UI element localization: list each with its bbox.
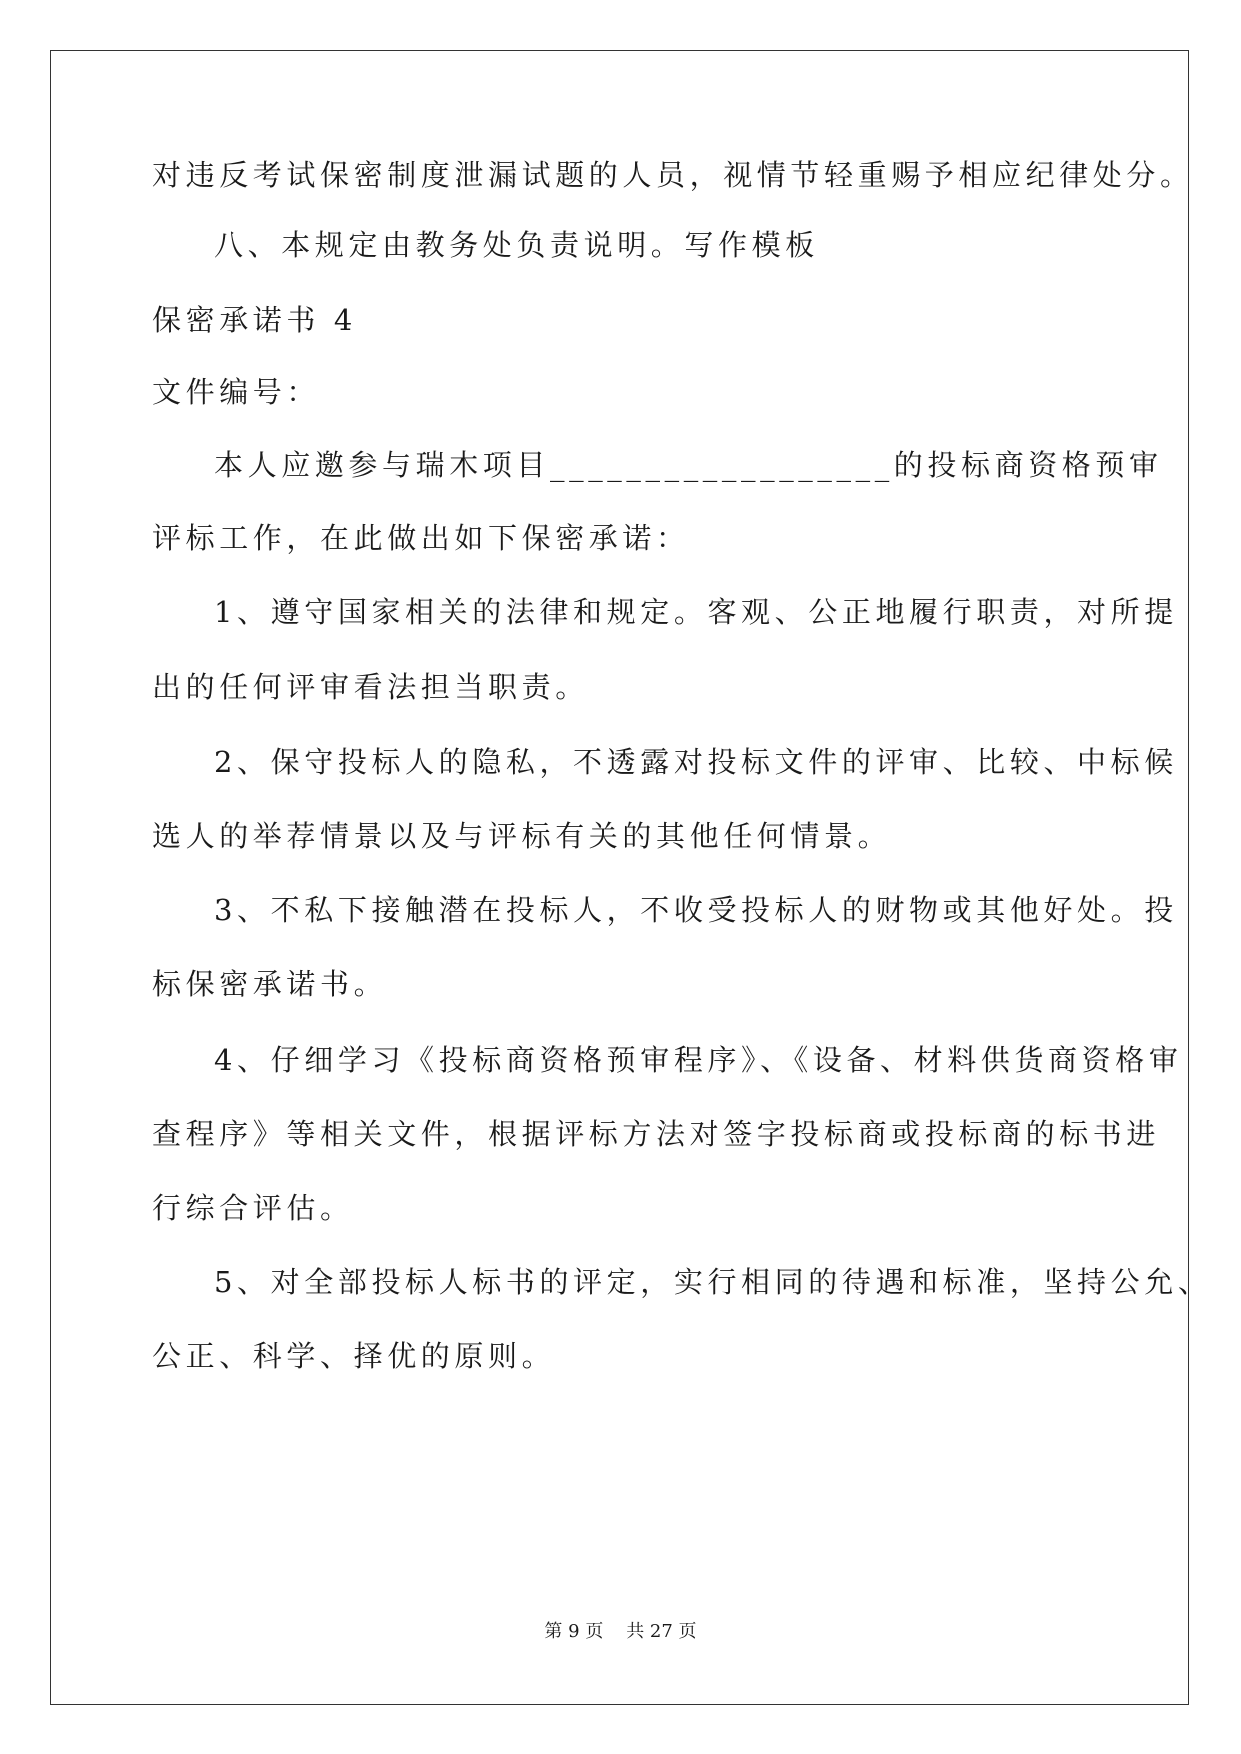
- text-line: 出的任何评审看法担当职责。: [152, 670, 589, 704]
- text-line: 文件编号：: [152, 375, 321, 409]
- text-line: 对违反考试保密制度泄漏试题的人员，视情节轻重赐予相应纪律处分。: [152, 158, 1194, 192]
- section-heading: 保密承诺书 4: [152, 303, 357, 337]
- text-line: 2、保守投标人的隐私，不透露对投标文件的评审、比较、中标候: [214, 745, 1178, 779]
- text-line: 标保密承诺书。: [152, 967, 388, 1001]
- text-line: 1、遵守国家相关的法律和规定。客观、公正地履行职责，对所提: [214, 595, 1178, 629]
- text-line: 本人应邀参与瑞木项目__________________的投标商资格预审: [214, 448, 1163, 482]
- text-line: 八、本规定由教务处负责说明。写作模板: [214, 228, 819, 262]
- page-number-footer: 第 9 页 共 27 页: [544, 1621, 697, 1642]
- page-border: [50, 50, 1189, 1705]
- text-line: 查程序》等相关文件，根据评标方法对签字投标商或投标商的标书进: [152, 1117, 1161, 1151]
- text-line: 3、不私下接触潜在投标人，不收受投标人的财物或其他好处。投: [214, 893, 1178, 927]
- text-line: 公正、科学、择优的原则。: [152, 1339, 556, 1373]
- text-line: 行综合评估。: [152, 1191, 354, 1225]
- text-line: 评标工作，在此做出如下保密承诺：: [152, 521, 690, 555]
- text-line: 选人的举荐情景以及与评标有关的其他任何情景。: [152, 819, 892, 853]
- text-line: 4、仔细学习《投标商资格预审程序》、《设备、材料供货商资格审: [214, 1043, 1183, 1077]
- text-line: 5、对全部投标人标书的评定，实行相同的待遇和标准，坚持公允、: [214, 1265, 1212, 1299]
